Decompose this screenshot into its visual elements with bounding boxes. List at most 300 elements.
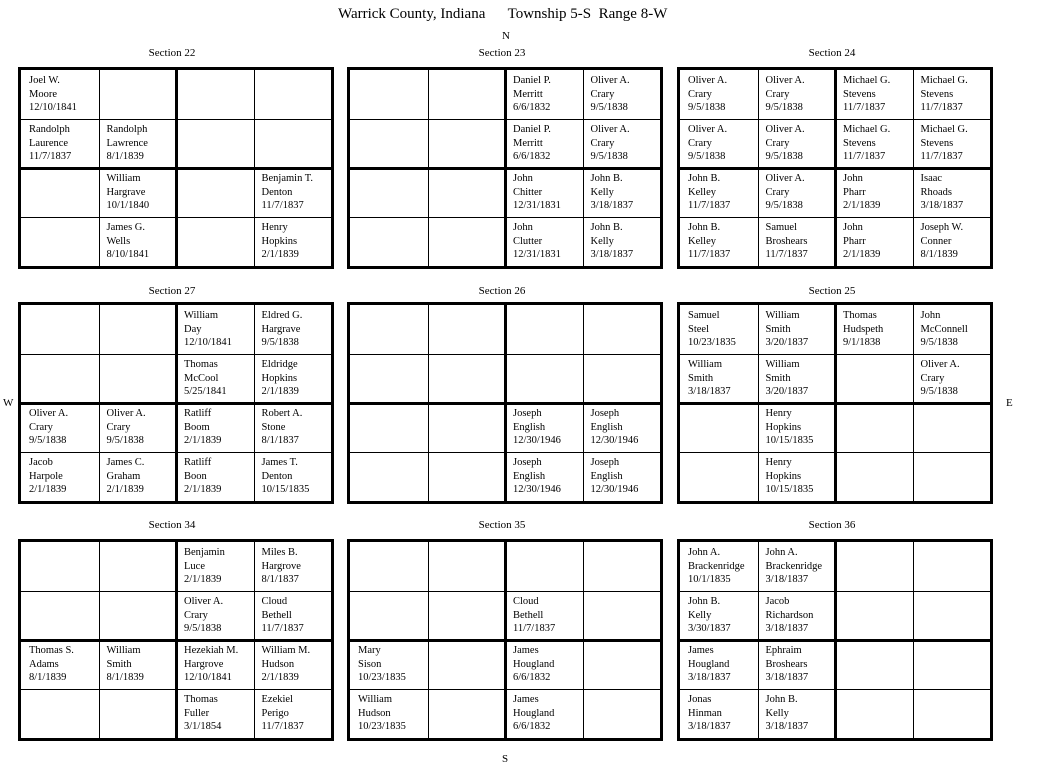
parcel-cell bbox=[350, 168, 428, 218]
parcel-owner: Hudson bbox=[358, 707, 391, 719]
parcel-cell bbox=[505, 640, 583, 690]
parcel-owner: John A. bbox=[688, 547, 721, 558]
parcel-cell bbox=[176, 591, 254, 641]
parcel-owner: Stevens bbox=[843, 88, 876, 100]
parcel-owner: James bbox=[688, 645, 714, 656]
parcel-owner: Boom bbox=[184, 421, 210, 433]
parcel-owner: Hudson bbox=[261, 658, 295, 670]
parcel-cell bbox=[835, 403, 913, 453]
parcel-date: 3/18/1837 bbox=[765, 672, 809, 684]
parcel-owner: English bbox=[590, 470, 623, 482]
parcel-owner: Hargrave bbox=[106, 186, 146, 198]
parcel-cell bbox=[758, 591, 836, 641]
parcel-owner: English bbox=[513, 421, 546, 433]
parcel-owner: John bbox=[920, 310, 941, 321]
parcel-owner: Hargrove bbox=[261, 560, 301, 572]
section-block bbox=[677, 539, 993, 741]
parcel-owner: Randolph bbox=[106, 124, 148, 135]
parcel-cell bbox=[758, 70, 836, 120]
parcel-cell bbox=[99, 640, 177, 690]
parcel-cell bbox=[21, 591, 99, 641]
parcel-cell bbox=[99, 70, 177, 120]
section-block bbox=[677, 302, 993, 504]
parcel-owner: James bbox=[513, 694, 539, 705]
parcel-cell bbox=[913, 70, 991, 120]
parcel-owner: William bbox=[688, 359, 722, 370]
parcel-owner: Thomas bbox=[184, 694, 218, 705]
section-label: Section 25 bbox=[808, 285, 856, 297]
parcel-cell bbox=[680, 452, 758, 502]
section-label: Section 22 bbox=[148, 47, 196, 59]
parcel-owner: Daniel P. bbox=[513, 124, 551, 135]
parcel-owner: Thomas bbox=[184, 359, 218, 370]
parcel-owner: Henry bbox=[261, 222, 288, 233]
parcel-owner: Thomas S. bbox=[29, 645, 74, 656]
section-label: Section 36 bbox=[808, 519, 856, 531]
parcel-date: 11/7/1837 bbox=[688, 249, 731, 261]
parcel-date: 9/5/1838 bbox=[688, 151, 726, 163]
parcel-owner: Smith bbox=[765, 323, 791, 335]
parcel-owner: Harpole bbox=[29, 470, 63, 482]
parcel-cell bbox=[913, 640, 991, 690]
parcel-owner: Day bbox=[184, 323, 202, 335]
parcel-date: 11/7/1837 bbox=[843, 151, 886, 163]
compass-north: N bbox=[502, 30, 510, 42]
parcel-cell bbox=[680, 305, 758, 355]
parcel-cell bbox=[505, 354, 583, 404]
parcel-cell bbox=[505, 403, 583, 453]
parcel-cell bbox=[505, 452, 583, 502]
parcel-date: 9/5/1838 bbox=[261, 337, 299, 349]
parcel-cell bbox=[99, 542, 177, 592]
parcel-cell bbox=[913, 354, 991, 404]
parcel-date: 6/6/1832 bbox=[513, 672, 551, 684]
parcel-date: 11/7/1837 bbox=[261, 200, 304, 212]
parcel-owner: Hougland bbox=[688, 658, 730, 670]
parcel-owner: Crary bbox=[920, 372, 945, 384]
parcel-cell bbox=[176, 452, 254, 502]
parcel-owner: Oliver A. bbox=[688, 75, 728, 86]
parcel-owner: Oliver A. bbox=[590, 124, 630, 135]
parcel-owner: Joseph bbox=[590, 408, 620, 419]
parcel-date: 8/1/1839 bbox=[106, 672, 144, 684]
parcel-owner: Merritt bbox=[513, 137, 543, 149]
parcel-cell bbox=[583, 689, 661, 739]
parcel-date: 11/7/1837 bbox=[765, 249, 808, 261]
parcel-owner: Crary bbox=[688, 137, 712, 149]
section-label: Section 34 bbox=[148, 519, 196, 531]
parcel-date: 9/5/1838 bbox=[106, 435, 144, 447]
parcel-cell bbox=[254, 70, 332, 120]
parcel-owner: Bethell bbox=[513, 609, 544, 621]
parcel-owner: John B. bbox=[688, 596, 721, 607]
parcel-owner: Oliver A. bbox=[29, 408, 69, 419]
parcel-owner: Fuller bbox=[184, 707, 210, 719]
parcel-cell bbox=[254, 452, 332, 502]
parcel-date: 12/30/1946 bbox=[513, 484, 561, 496]
parcel-date: 3/18/1837 bbox=[765, 574, 809, 586]
parcel-cell bbox=[428, 168, 506, 218]
parcel-owner: Brackenridge bbox=[765, 560, 823, 572]
parcel-cell bbox=[254, 217, 332, 267]
parcel-date: 2/1/1839 bbox=[184, 574, 222, 586]
parcel-owner: Chitter bbox=[513, 186, 543, 198]
parcel-cell bbox=[99, 591, 177, 641]
section-block bbox=[18, 539, 334, 741]
parcel-cell bbox=[254, 119, 332, 169]
parcel-cell bbox=[428, 591, 506, 641]
parcel-owner: John bbox=[513, 173, 533, 184]
parcel-owner: Boon bbox=[184, 470, 207, 482]
section-label: Section 24 bbox=[808, 47, 856, 59]
parcel-cell bbox=[428, 452, 506, 502]
parcel-date: 8/1/1839 bbox=[29, 672, 67, 684]
parcel-date: 10/1/1835 bbox=[688, 574, 731, 586]
parcel-cell bbox=[758, 354, 836, 404]
parcel-cell bbox=[350, 640, 428, 690]
parcel-cell bbox=[835, 70, 913, 120]
parcel-date: 11/7/1837 bbox=[261, 623, 304, 635]
parcel-owner: Ezekiel bbox=[261, 694, 293, 705]
parcel-owner: Sison bbox=[358, 658, 382, 670]
parcel-cell bbox=[21, 305, 99, 355]
parcel-cell bbox=[583, 591, 661, 641]
parcel-owner: William bbox=[358, 694, 392, 705]
parcel-cell bbox=[758, 640, 836, 690]
parcel-cell bbox=[428, 305, 506, 355]
parcel-cell bbox=[21, 689, 99, 739]
parcel-date: 9/5/1838 bbox=[920, 386, 958, 398]
parcel-owner: John B. bbox=[688, 173, 721, 184]
parcel-cell bbox=[583, 70, 661, 120]
parcel-cell bbox=[21, 70, 99, 120]
parcel-cell bbox=[583, 119, 661, 169]
parcel-owner: Brackenridge bbox=[688, 560, 745, 572]
parcel-cell bbox=[913, 689, 991, 739]
parcel-owner: Steel bbox=[688, 323, 709, 335]
parcel-cell bbox=[835, 168, 913, 218]
parcel-owner: Oliver A. bbox=[765, 75, 805, 86]
parcel-cell bbox=[428, 403, 506, 453]
parcel-owner: Eldridge bbox=[261, 359, 298, 370]
parcel-owner: John B. bbox=[688, 222, 721, 233]
parcel-cell bbox=[758, 305, 836, 355]
parcel-date: 12/10/1841 bbox=[29, 102, 77, 114]
parcel-owner: Thomas bbox=[843, 310, 877, 321]
parcel-date: 10/15/1835 bbox=[765, 484, 814, 496]
section-block bbox=[347, 302, 663, 504]
parcel-date: 11/7/1837 bbox=[513, 623, 556, 635]
parcel-owner: Mary bbox=[358, 645, 381, 656]
parcel-cell bbox=[21, 640, 99, 690]
parcel-cell bbox=[428, 70, 506, 120]
parcel-date: 3/18/1837 bbox=[765, 623, 809, 635]
parcel-owner: Laurence bbox=[29, 137, 69, 149]
parcel-cell bbox=[583, 168, 661, 218]
parcel-cell bbox=[428, 689, 506, 739]
parcel-cell bbox=[254, 640, 332, 690]
parcel-owner: Stevens bbox=[920, 88, 954, 100]
parcel-cell bbox=[680, 217, 758, 267]
parcel-cell bbox=[254, 689, 332, 739]
parcel-cell bbox=[99, 689, 177, 739]
parcel-owner: John B. bbox=[765, 694, 798, 705]
section-label: Section 26 bbox=[478, 285, 526, 297]
parcel-cell bbox=[176, 168, 254, 218]
parcel-cell bbox=[176, 70, 254, 120]
parcel-date: 6/6/1832 bbox=[513, 102, 551, 114]
parcel-date: 6/6/1832 bbox=[513, 151, 551, 163]
parcel-owner: Kelly bbox=[590, 186, 614, 198]
section-label: Section 23 bbox=[478, 47, 526, 59]
parcel-owner: Samuel bbox=[688, 310, 720, 321]
parcel-owner: Hopkins bbox=[261, 372, 298, 384]
parcel-date: 3/18/1837 bbox=[590, 249, 634, 261]
parcel-date: 3/20/1837 bbox=[765, 337, 809, 349]
parcel-date: 11/7/1837 bbox=[843, 102, 886, 114]
parcel-cell bbox=[835, 452, 913, 502]
parcel-date: 10/15/1835 bbox=[261, 484, 310, 496]
parcel-owner: Crary bbox=[765, 137, 790, 149]
parcel-owner: Stone bbox=[261, 421, 286, 433]
parcel-owner: Henry bbox=[765, 408, 792, 419]
parcel-owner: Smith bbox=[688, 372, 714, 384]
parcel-owner: Pharr bbox=[843, 235, 866, 247]
map-title: Warrick County, Indiana Township 5-S Range 8-W bbox=[338, 6, 668, 22]
parcel-date: 3/18/1837 bbox=[590, 200, 634, 212]
parcel-owner: Oliver A. bbox=[920, 359, 960, 370]
parcel-cell bbox=[176, 689, 254, 739]
parcel-owner: Michael G. bbox=[920, 124, 968, 135]
parcel-owner: Joseph bbox=[513, 408, 542, 419]
parcel-owner: Broshears bbox=[765, 658, 808, 670]
parcel-owner: Joseph bbox=[513, 457, 542, 468]
parcel-cell bbox=[835, 119, 913, 169]
parcel-date: 12/10/1841 bbox=[184, 337, 232, 349]
parcel-owner: Hopkins bbox=[261, 235, 298, 247]
parcel-owner: Pharr bbox=[843, 186, 866, 198]
parcel-owner: Ephraim bbox=[765, 645, 802, 656]
parcel-cell bbox=[505, 591, 583, 641]
parcel-owner: Graham bbox=[106, 470, 141, 482]
parcel-cell bbox=[99, 452, 177, 502]
parcel-cell bbox=[21, 168, 99, 218]
parcel-date: 2/1/1839 bbox=[843, 249, 881, 261]
parcel-date: 9/5/1838 bbox=[184, 623, 222, 635]
parcel-owner: Cloud bbox=[513, 596, 539, 607]
parcel-cell bbox=[913, 591, 991, 641]
parcel-cell bbox=[21, 403, 99, 453]
parcel-date: 9/5/1838 bbox=[920, 337, 958, 349]
parcel-owner: William bbox=[765, 310, 800, 321]
parcel-owner: John bbox=[843, 222, 863, 233]
parcel-owner: Oliver A. bbox=[765, 173, 805, 184]
parcel-owner: Oliver A. bbox=[688, 124, 728, 135]
parcel-date: 8/1/1839 bbox=[106, 151, 144, 163]
parcel-cell bbox=[680, 591, 758, 641]
parcel-date: 2/1/1839 bbox=[184, 435, 222, 447]
parcel-cell bbox=[350, 452, 428, 502]
parcel-owner: McConnell bbox=[920, 323, 968, 335]
parcel-cell bbox=[350, 689, 428, 739]
parcel-cell bbox=[428, 217, 506, 267]
parcel-cell bbox=[835, 217, 913, 267]
parcel-cell bbox=[21, 354, 99, 404]
parcel-cell bbox=[913, 305, 991, 355]
parcel-owner: Crary bbox=[590, 88, 615, 100]
parcel-owner: James G. bbox=[106, 222, 145, 233]
parcel-cell bbox=[254, 305, 332, 355]
parcel-date: 12/30/1946 bbox=[513, 435, 561, 447]
parcel-cell bbox=[428, 119, 506, 169]
parcel-cell bbox=[254, 168, 332, 218]
parcel-owner: Oliver A. bbox=[765, 124, 805, 135]
parcel-owner: James T. bbox=[261, 457, 298, 468]
parcel-owner: Hopkins bbox=[765, 421, 802, 433]
parcel-cell bbox=[176, 217, 254, 267]
parcel-owner: Richardson bbox=[765, 609, 814, 621]
parcel-date: 9/5/1838 bbox=[765, 151, 803, 163]
parcel-owner: Isaac bbox=[920, 173, 943, 184]
parcel-owner: Kelley bbox=[688, 186, 716, 198]
parcel-date: 9/5/1838 bbox=[590, 151, 628, 163]
parcel-owner: Moore bbox=[29, 88, 57, 100]
parcel-owner: Hargrove bbox=[184, 658, 224, 670]
parcel-owner: John A. bbox=[765, 547, 798, 558]
parcel-owner: Bethell bbox=[261, 609, 292, 621]
parcel-owner: William bbox=[106, 645, 141, 656]
parcel-cell bbox=[835, 354, 913, 404]
parcel-owner: Crary bbox=[688, 88, 712, 100]
parcel-owner: Oliver A. bbox=[106, 408, 146, 419]
parcel-cell bbox=[680, 354, 758, 404]
parcel-cell bbox=[758, 168, 836, 218]
parcel-cell bbox=[350, 403, 428, 453]
parcel-cell bbox=[680, 542, 758, 592]
parcel-cell bbox=[428, 542, 506, 592]
parcel-date: 9/5/1838 bbox=[765, 200, 803, 212]
parcel-owner: Crary bbox=[184, 609, 208, 621]
parcel-date: 10/23/1835 bbox=[358, 672, 406, 684]
parcel-owner: Crary bbox=[29, 421, 53, 433]
parcel-owner: James C. bbox=[106, 457, 145, 468]
parcel-cell bbox=[758, 403, 836, 453]
parcel-date: 11/7/1837 bbox=[688, 200, 731, 212]
parcel-cell bbox=[21, 452, 99, 502]
section-block bbox=[18, 302, 334, 504]
parcel-owner: Kelley bbox=[688, 235, 716, 247]
parcel-cell bbox=[583, 452, 661, 502]
parcel-cell bbox=[176, 542, 254, 592]
parcel-date: 2/1/1839 bbox=[184, 484, 222, 496]
parcel-date: 3/30/1837 bbox=[688, 623, 731, 635]
parcel-cell bbox=[428, 640, 506, 690]
parcel-cell bbox=[758, 689, 836, 739]
parcel-owner: Oliver A. bbox=[590, 75, 630, 86]
parcel-date: 9/5/1838 bbox=[688, 102, 726, 114]
section-block bbox=[347, 67, 663, 269]
parcel-owner: John bbox=[513, 222, 533, 233]
parcel-cell bbox=[913, 119, 991, 169]
parcel-date: 11/7/1837 bbox=[920, 151, 963, 163]
parcel-date: 10/15/1835 bbox=[765, 435, 814, 447]
parcel-owner: Merritt bbox=[513, 88, 543, 100]
parcel-owner: William bbox=[765, 359, 800, 370]
parcel-owner: Jacob bbox=[29, 457, 53, 468]
parcel-date: 8/10/1841 bbox=[106, 249, 150, 261]
parcel-cell bbox=[21, 119, 99, 169]
parcel-cell bbox=[350, 305, 428, 355]
parcel-owner: William bbox=[184, 310, 218, 321]
parcel-owner: Hougland bbox=[513, 707, 555, 719]
parcel-date: 2/1/1839 bbox=[261, 672, 299, 684]
parcel-owner: James bbox=[513, 645, 539, 656]
parcel-cell bbox=[350, 542, 428, 592]
parcel-cell bbox=[254, 591, 332, 641]
parcel-cell bbox=[505, 689, 583, 739]
parcel-date: 9/5/1838 bbox=[590, 102, 628, 114]
parcel-owner: Hargrave bbox=[261, 323, 301, 335]
parcel-cell bbox=[505, 168, 583, 218]
parcel-owner: Lawrence bbox=[106, 137, 148, 149]
parcel-cell bbox=[21, 542, 99, 592]
parcel-cell bbox=[758, 217, 836, 267]
parcel-owner: John B. bbox=[590, 173, 623, 184]
parcel-owner: John B. bbox=[590, 222, 623, 233]
parcel-cell bbox=[428, 354, 506, 404]
parcel-date: 3/18/1837 bbox=[688, 386, 731, 398]
parcel-date: 12/31/1831 bbox=[513, 249, 561, 261]
parcel-cell bbox=[99, 403, 177, 453]
parcel-owner: Henry bbox=[765, 457, 792, 468]
parcel-owner: Robert A. bbox=[261, 408, 303, 419]
parcel-cell bbox=[505, 70, 583, 120]
parcel-owner: Luce bbox=[184, 560, 205, 572]
parcel-owner: Hezekiah M. bbox=[184, 645, 239, 656]
parcel-cell bbox=[505, 119, 583, 169]
parcel-owner: Hudspeth bbox=[843, 323, 884, 335]
parcel-cell bbox=[583, 403, 661, 453]
parcel-owner: Eldred G. bbox=[261, 310, 303, 321]
parcel-owner: Denton bbox=[261, 186, 293, 198]
parcel-owner: Crary bbox=[590, 137, 615, 149]
parcel-date: 6/6/1832 bbox=[513, 721, 551, 733]
parcel-cell bbox=[758, 542, 836, 592]
parcel-owner: Benjamin T. bbox=[261, 173, 314, 184]
parcel-owner: Crary bbox=[765, 186, 790, 198]
parcel-cell bbox=[583, 305, 661, 355]
parcel-cell bbox=[350, 119, 428, 169]
parcel-owner: Jacob bbox=[765, 596, 790, 607]
parcel-cell bbox=[835, 689, 913, 739]
parcel-cell bbox=[176, 305, 254, 355]
parcel-date: 10/23/1835 bbox=[358, 721, 406, 733]
parcel-date: 9/5/1838 bbox=[29, 435, 67, 447]
parcel-owner: Samuel bbox=[765, 222, 797, 233]
parcel-date: 12/30/1946 bbox=[590, 435, 639, 447]
parcel-owner: Ratliff bbox=[184, 408, 212, 419]
parcel-cell bbox=[254, 542, 332, 592]
parcel-cell bbox=[680, 70, 758, 120]
parcel-date: 11/7/1837 bbox=[920, 102, 963, 114]
parcel-date: 8/1/1837 bbox=[261, 574, 299, 586]
parcel-cell bbox=[176, 640, 254, 690]
parcel-owner: Jonas bbox=[688, 694, 712, 705]
parcel-owner: Hopkins bbox=[765, 470, 802, 482]
parcel-owner: Stevens bbox=[843, 137, 876, 149]
parcel-cell bbox=[176, 403, 254, 453]
section-label: Section 27 bbox=[148, 285, 196, 297]
